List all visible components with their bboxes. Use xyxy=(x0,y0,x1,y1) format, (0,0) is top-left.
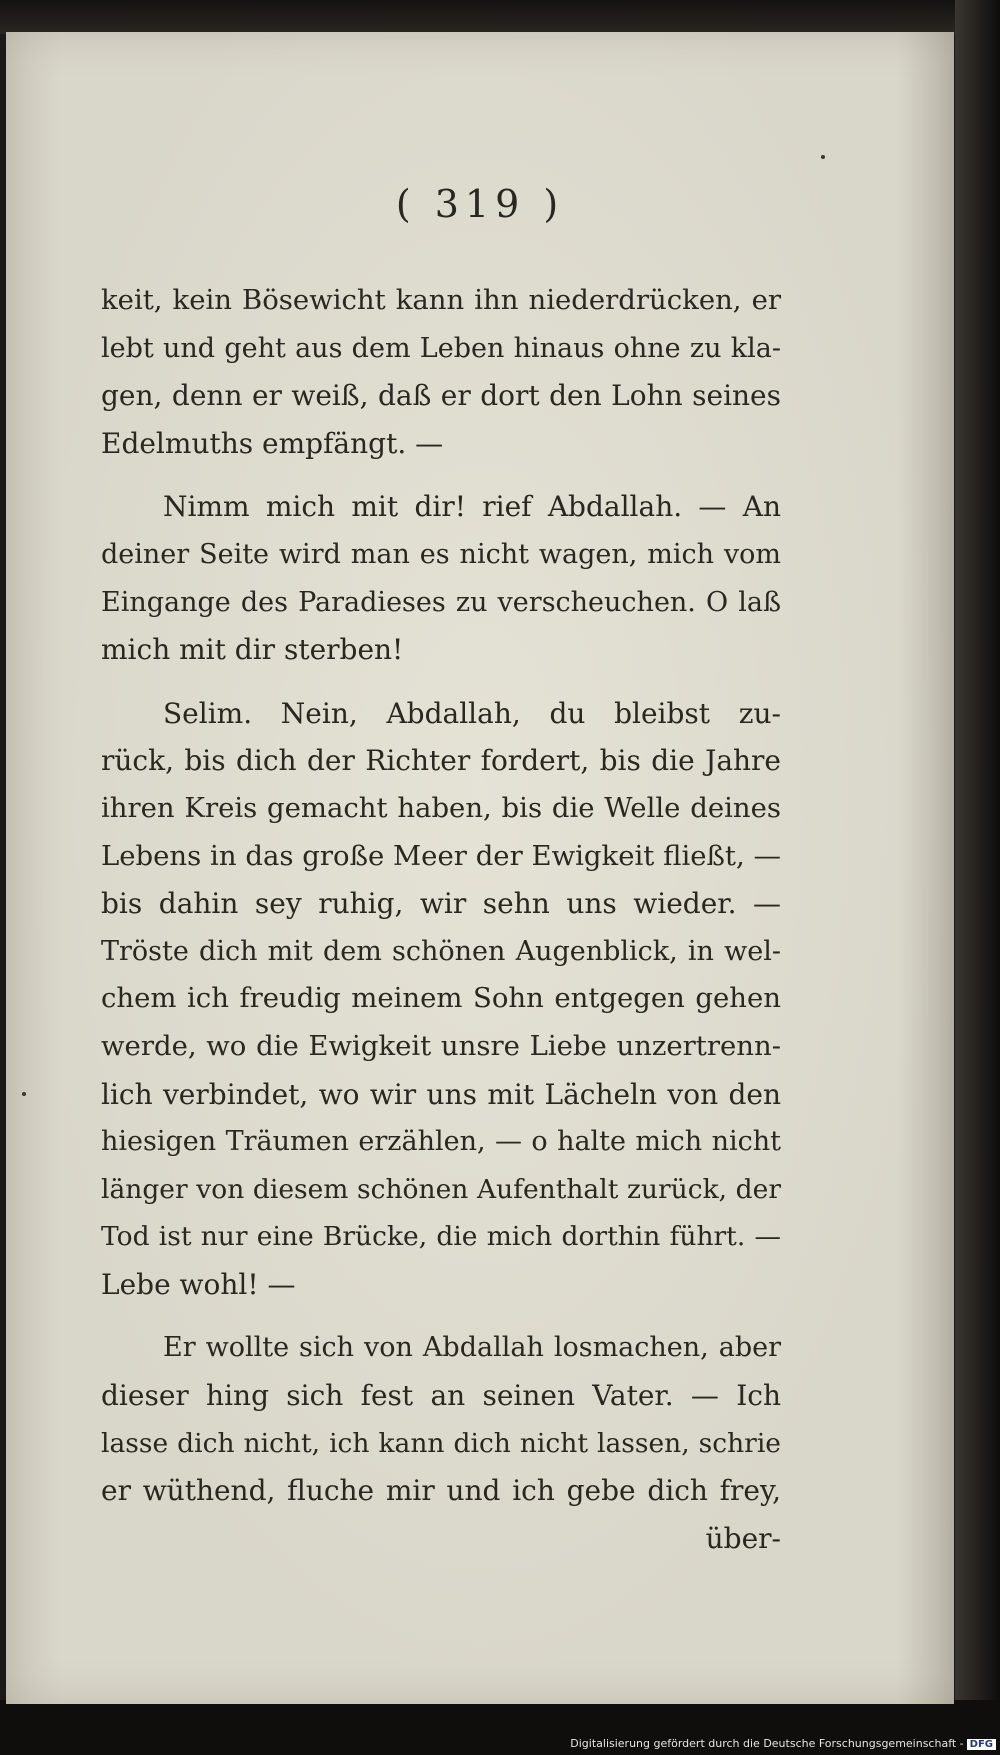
text-line: Lebens in das große Meer der Ewigkeit fließt, — xyxy=(101,839,781,872)
catchword: über- xyxy=(705,1521,781,1555)
text-line: deiner Seite wird man es nicht wagen, mich vom xyxy=(101,538,781,570)
text-line: Tod ist nur eine Brücke, die mich dorthin führt. — xyxy=(101,1221,781,1253)
credit-text: Digitalisierung gefördert durch die Deutsche Forschungsgemeinschaft - xyxy=(570,1737,964,1750)
text-line: hiesigen Träumen erzählen, — o halte mich nicht xyxy=(101,1126,781,1158)
digitization-credit xyxy=(570,1737,996,1750)
text-line: Selim. Nein, Abdallah, du bleibst zu- xyxy=(163,696,781,730)
text-line: lich verbindet, wo wir uns mit Lächeln von den xyxy=(101,1077,781,1111)
text-line: Nimm mich mit dir! rief Abdallah. — An xyxy=(163,490,781,524)
text-line: gen, denn er weiß, daß er dort den Lohn seines xyxy=(101,379,781,413)
scan-top-edge xyxy=(0,0,1000,34)
text-line: rück, bis dich der Richter fordert, bis die Jahre xyxy=(101,744,781,778)
dfg-logo: DFG xyxy=(967,1739,996,1750)
text-line: Lebe wohl! — xyxy=(101,1267,296,1301)
body-text xyxy=(101,277,781,1562)
text-line: chem ich freudig meinem Sohn entgegen gehen xyxy=(101,982,781,1015)
text-line: länger von diesem schönen Aufenthalt zurück, der xyxy=(101,1173,781,1205)
text-line: mich mit dir sterben! xyxy=(101,633,404,667)
text-line: keit, kein Bösewicht kann ihn niederdrücken, er xyxy=(101,284,781,316)
text-line: Edelmuths empfängt. — xyxy=(101,426,444,460)
text-line: lasse dich nicht, ich kann dich nicht lassen, schrie xyxy=(101,1427,781,1459)
page-number: ( 319 ) xyxy=(395,182,565,226)
text-line: er wüthend, fluche mir und ich gebe dich frey, xyxy=(101,1474,781,1508)
text-line: Er wollte sich von Abdallah losmachen, aber xyxy=(163,1332,781,1364)
text-line: dieser hing sich fest an seinen Vater. — Ich xyxy=(101,1379,781,1413)
text-line: bis dahin sey ruhig, wir sehn uns wieder. — xyxy=(101,887,781,921)
text-line: ihren Kreis gemacht haben, bis die Welle deines xyxy=(101,791,781,824)
text-line: Tröste dich mit dem schönen Augenblick, in wel- xyxy=(101,935,781,967)
paper-speck xyxy=(821,155,825,159)
paper-speck xyxy=(22,1092,26,1096)
text-line: lebt und geht aus dem Leben hinaus ohne zu kla- xyxy=(101,332,781,364)
book-page xyxy=(6,32,954,1704)
text-line: Eingange des Paradieses zu verscheuchen. O laß xyxy=(101,586,781,618)
text-line: werde, wo die Ewigkeit unsre Liebe unzertrenn- xyxy=(101,1029,781,1062)
scan-right-edge xyxy=(955,0,1000,1755)
